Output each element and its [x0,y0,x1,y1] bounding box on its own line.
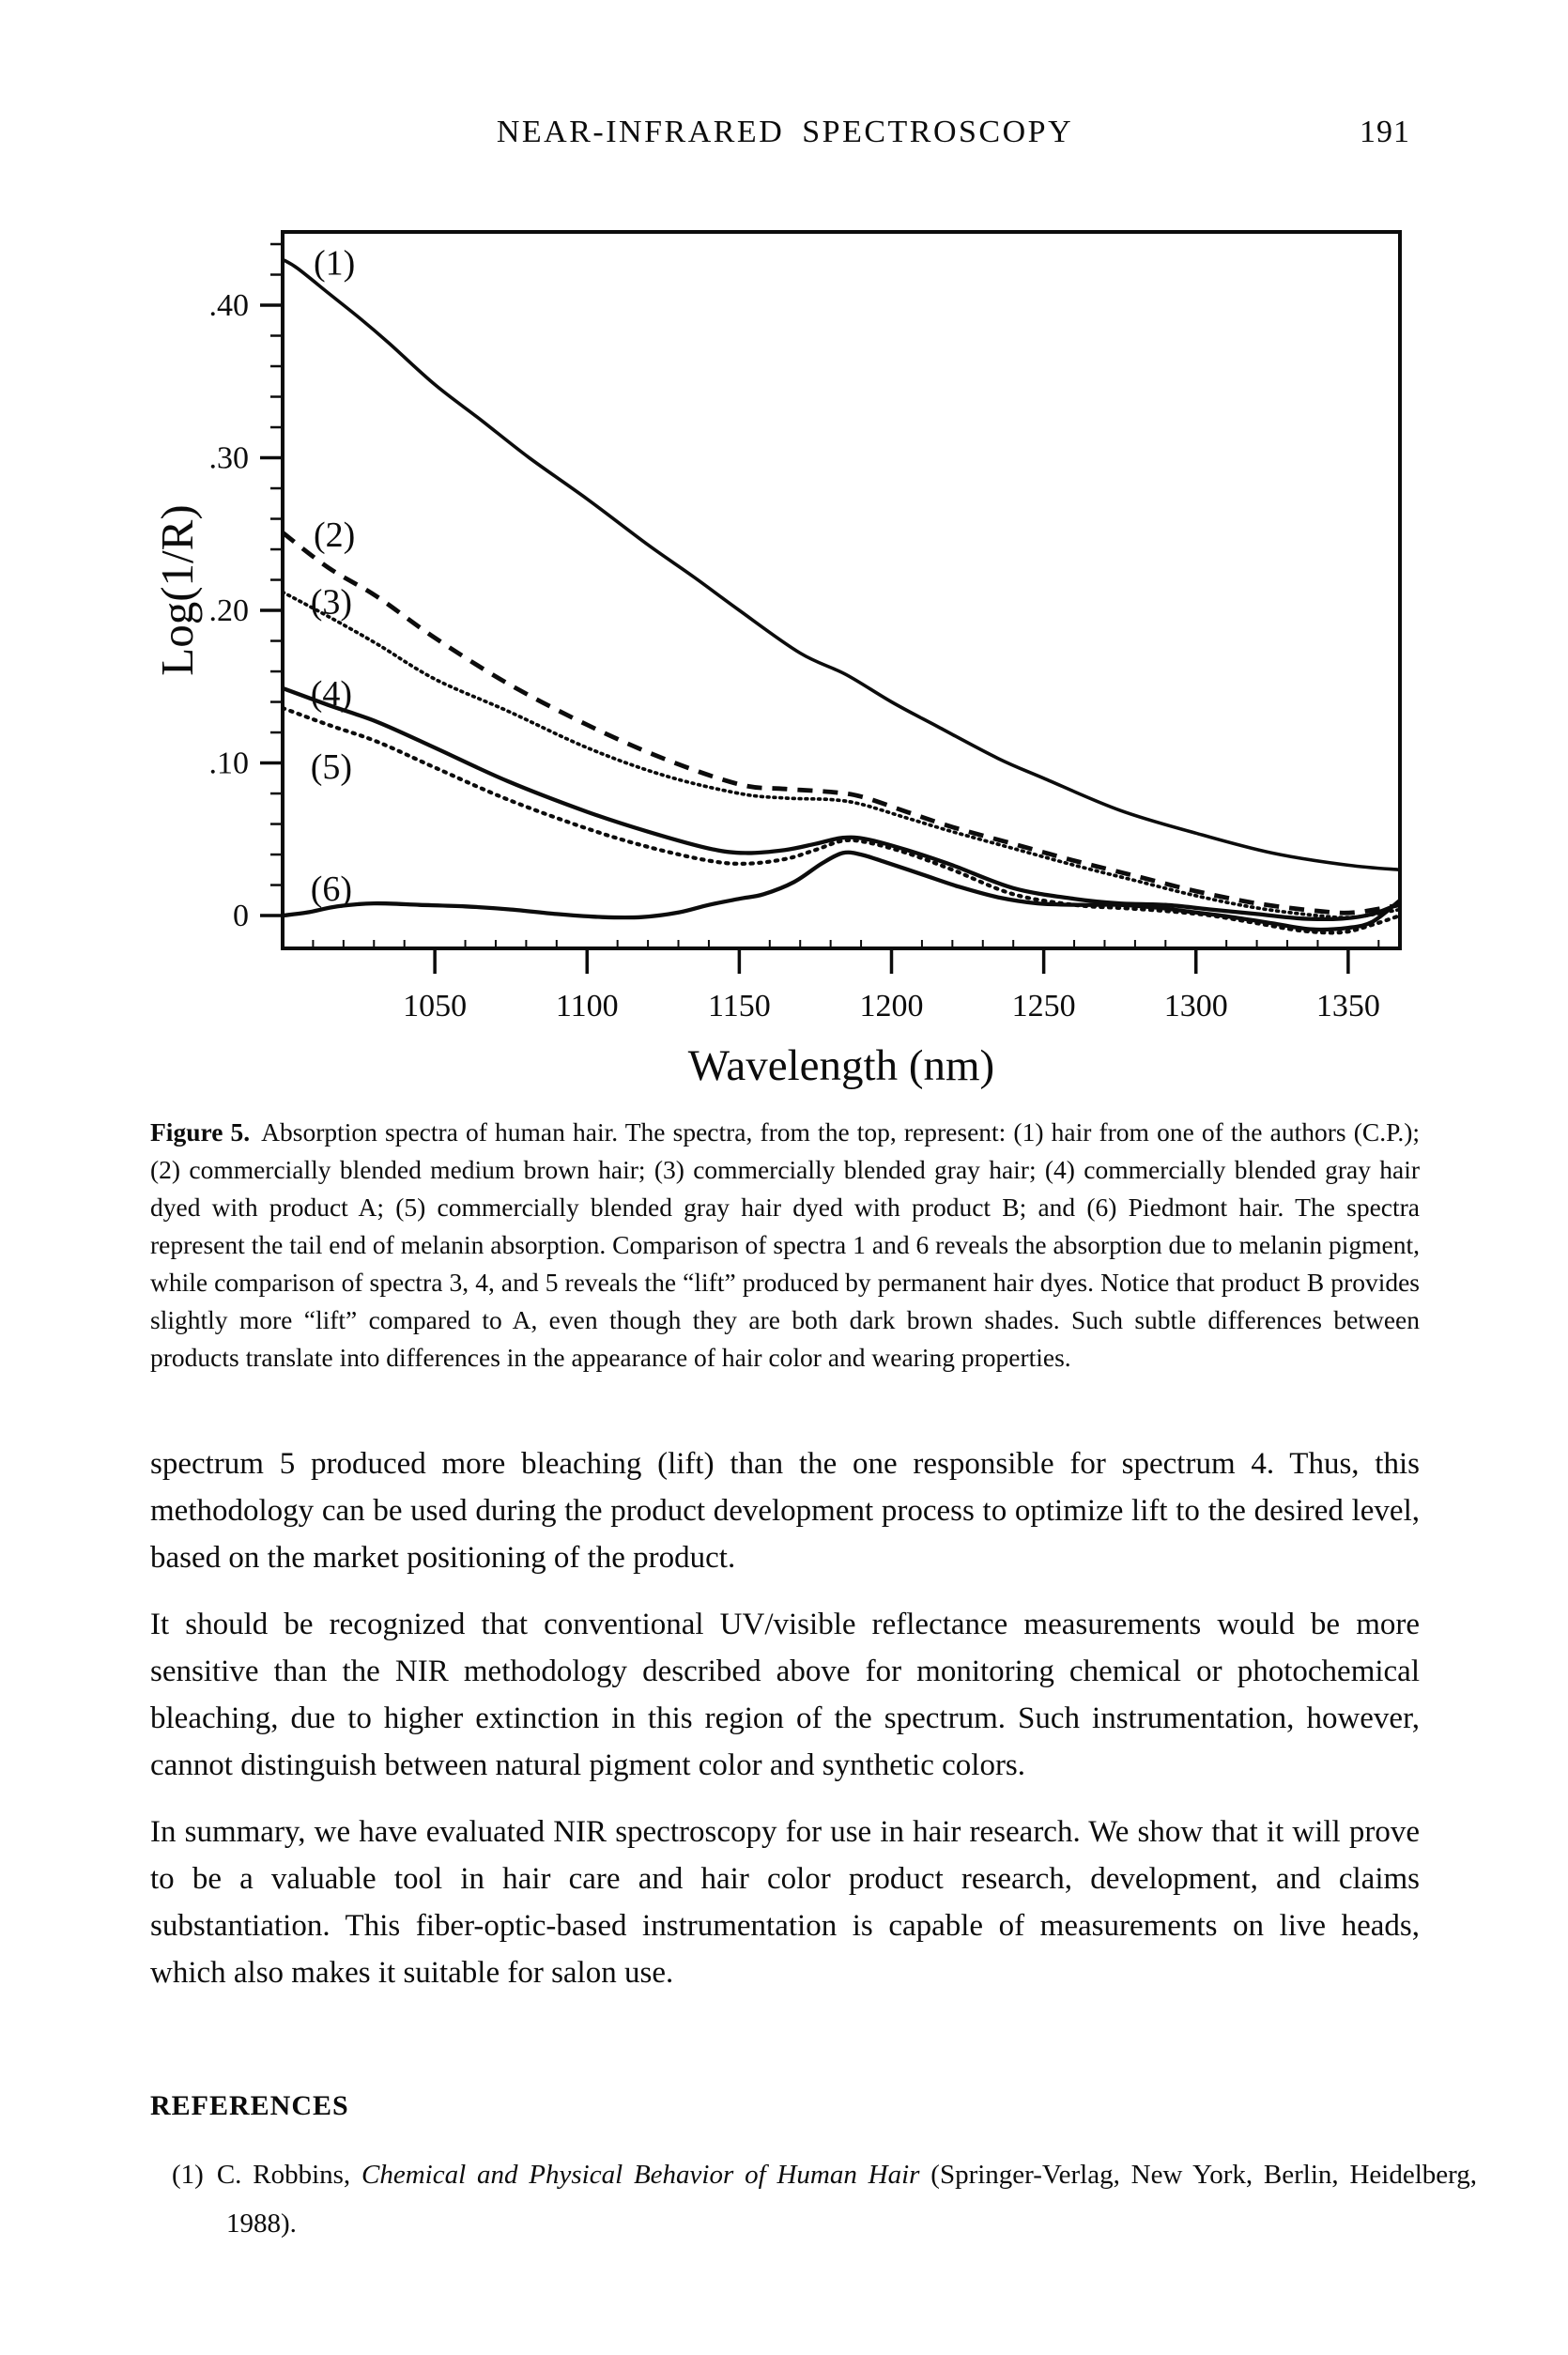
y-axis-title: Log(1/R) [151,504,203,676]
absorption-spectra-chart [0,0,1568,1108]
x-axis-tick-label: 1350 [1315,989,1380,1024]
series-1-label: (1) [313,243,356,284]
reference-number: (1) [172,2160,204,2190]
y-axis-tick-label: .10 [208,746,249,781]
reference-publisher: (Springer-Verlag, New York, Berlin, Heidelberg, 1988). [226,2160,1478,2239]
series-5-curve [283,708,1400,932]
y-axis-tick-label: .40 [208,288,249,324]
x-axis-tick-label: 1100 [555,989,619,1024]
figure-caption-text: Absorption spectra of human hair. The spectra, from the top, represent: (1) hair from one of the authors (C.P.); (2) commercially blended medium brown hair; (3) commercially blended gray hair; (4) commercially blended gray hair dyed with product A; (5) commercially blended gray hair dyed with product B; and (6) Piedmont hair. The spectra represent the tail end of melanin absorption. Comparison of spectra 1 and 6 reveals the absorption due to melanin pigment, while comparison of spectra 3, 4, and 5 reveals the “lift” produced by permanent hair dyes. Notice that product B provides slightly more “lift” compared to A, even though they are both dark brown shades. Such subtle differences between products translate into differences in the appearance of hair color and wearing properties. [150,1117,1421,1372]
page-number: 191 [1360,115,1410,149]
series-1-curve [283,259,1400,870]
references-heading: REFERENCES [150,2090,349,2121]
y-axis-tick-label: .30 [208,440,249,476]
reference-item-1 [172,2150,1477,2248]
x-axis-tick-label: 1050 [403,989,468,1024]
reference-book-title: Chemical and Physical Behavior of Human Hair [361,2160,920,2190]
series-3-label: (3) [310,582,353,623]
figure-caption-label: Figure 5. [150,1117,251,1147]
figure-caption [150,1114,1420,1377]
y-axis-tick-label: 0 [233,899,249,934]
running-head-title: NEAR-INFRARED SPECTROSCOPY [496,115,1074,149]
figure-5-chart-area [0,0,1568,1108]
x-axis-tick-label: 1250 [1011,989,1076,1024]
series-2-curve [283,532,1400,913]
body-text [150,1440,1420,2016]
reference-authors: C. Robbins, [216,2160,351,2190]
series-6-curve [283,853,1400,930]
paragraph-spectrum-5: spectrum 5 produced more bleaching (lift) than the one responsible for spectrum 4. Thus, this methodology can be used during the product development process to optimize lift to the desired level, based on the market positioning of the product. [150,1447,1420,1575]
paragraph-summary: In summary, we have evaluated NIR spectroscopy for use in hair research. We show that it will prove to be a valuable tool in hair care and hair color product research, development, and claims substantiation. This fiber-optic-based instrumentation is capable of measurements on live heads, which also makes it suitable for salon use. [150,1815,1420,1990]
series-4-label: (4) [310,673,353,714]
series-5-label: (5) [310,747,353,787]
x-axis-tick-label: 1150 [708,989,771,1024]
x-axis-tick-label: 1300 [1163,989,1228,1024]
y-axis-tick-label: .20 [208,593,249,629]
x-axis-title: Wavelength (nm) [687,1041,995,1090]
x-axis-tick-label: 1200 [859,989,924,1024]
paragraph-uv-visible: It should be recognized that conventional UV/visible reflectance measurements would be more sensitive than the NIR methodology described above for monitoring chemical or photochemical bleaching, due to higher extinction in this region of the spectrum. Such instrumentation, however, cannot distinguish between natural pigment color and synthetic colors. [150,1608,1420,1782]
series-6-label: (6) [310,869,353,909]
series-4-curve [283,688,1400,919]
series-2-label: (2) [313,515,356,555]
